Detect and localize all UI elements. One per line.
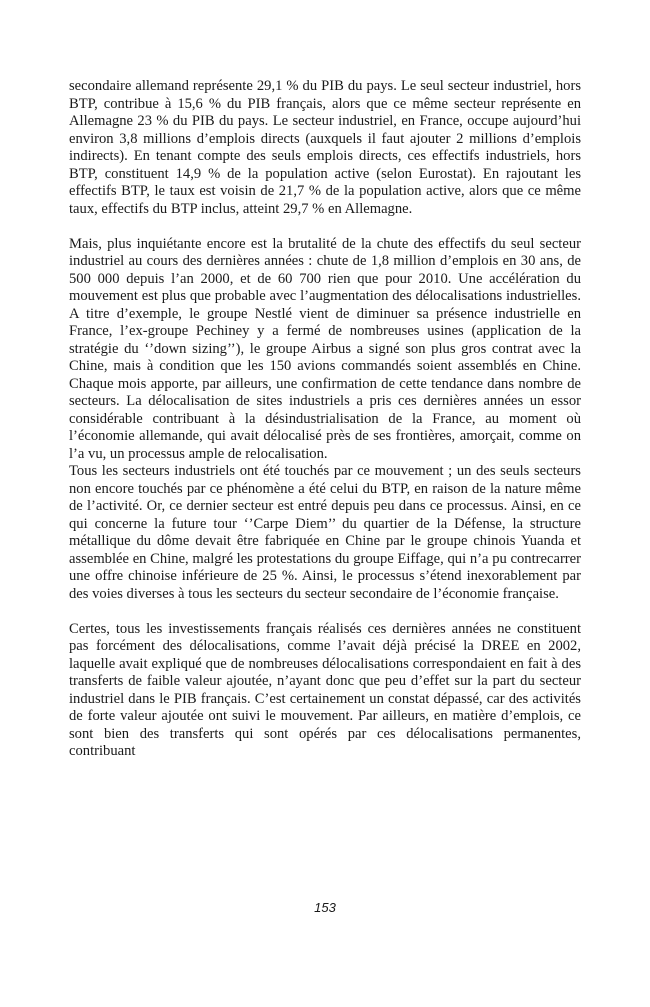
paragraph-3: Tous les secteurs industriels ont été touchés par ce mouvement ; un des seuls secteurs non encore touchés par ce phénomène a été celui du BTP, en raison de la nature même de l’activité. Or, ce dernier secteur est entré depuis peu dans ce processus. Ainsi, en ce qui concerne la future tour ‘’Carpe Diem’’ du quartier de la Défense, la structure métallique du dôme devait être fabriquée en Chine par le groupe chinois Yuanda et assemblée en Chine, malgré les protestations du groupe Eiffage, qui n’a pu contrecarrer une offre chinoise inférieure de 25 %. Ainsi, le processus s’étend inexorablement par des voies diverses à tous les secteurs du secteur secondaire de l’économie française. — [69, 463, 581, 602]
page-number: 153 — [314, 900, 336, 915]
paragraph-1: secondaire allemand représente 29,1 % du PIB du pays. Le seul secteur industriel, hors BTP, contribue à 15,6 % du PIB français, alors que ce même secteur représente en Allemagne 23 % du PIB du pays. Le secteur industriel, en France, occupe aujourd’hui environ 3,8 millions d’emplois directs (auxquels il faut ajouter 2 millions d’emplois indirects). En tenant compte des seuls emplois directs, ces effectifs industriels, hors BTP, constituent 14,9 % de la population active (selon Eurostat). En rajoutant les effectifs BTP, le taux est voisin de 21,7 % de la population active, alors que ce même taux, effectifs du BTP inclus, atteint 29,7 % en Allemagne. — [69, 78, 581, 217]
paragraph-4: Certes, tous les investissements français réalisés ces dernières années ne constituent pas forcément des délocalisations, comme l’avait déjà précisé la DREE en 2002, laquelle avait expliqué que de nombreuses délocalisations correspondaient en fait à des transferts de faible valeur ajoutée, n’ayant donc que peu d’effet sur la part du secteur industriel dans le PIB français. C’est certainement un constat dépassé, car des activités de forte valeur ajoutée ont suivi le mouvement. Par ailleurs, en matière d’emplois, ce sont bien des transferts qui sont opérés par ces délocalisations permanentes, contribuant — [69, 620, 581, 759]
paragraph-2: Mais, plus inquiétante encore est la brutalité de la chute des effectifs du seul secteur industriel au cours des dernières années : chute de 1,8 million d’emplois en 30 ans, de 500 000 depuis l’an 2000, et de 60 700 rien que pour 2010. Une accélération du mouvement est plus que probable avec l’augmentation des délocalisations industrielles. A titre d’exemple, le groupe Nestlé vient de diminuer sa présence industrielle en France, l’ex-groupe Pechiney y a fermé de nombreuses usines (application de la stratégie du ‘’down sizing’’), le groupe Airbus a signé son plus gros contrat avec la Chine, mais à condition que les 150 avions commandés soient assemblés en Chine. Chaque mois apporte, par ailleurs, une confirmation de cette tendance dans nombre de secteurs. La délocalisation de sites industriels a pris ces dernières années un essor considérable contribuant à la désindustrialisation de la France, au moment où l’économie allemande, qui avait délocalisé près de ses frontières, amorçait, comme on l’a vu, un processus ample de relocalisation. — [69, 235, 581, 462]
body-text — [69, 78, 581, 761]
